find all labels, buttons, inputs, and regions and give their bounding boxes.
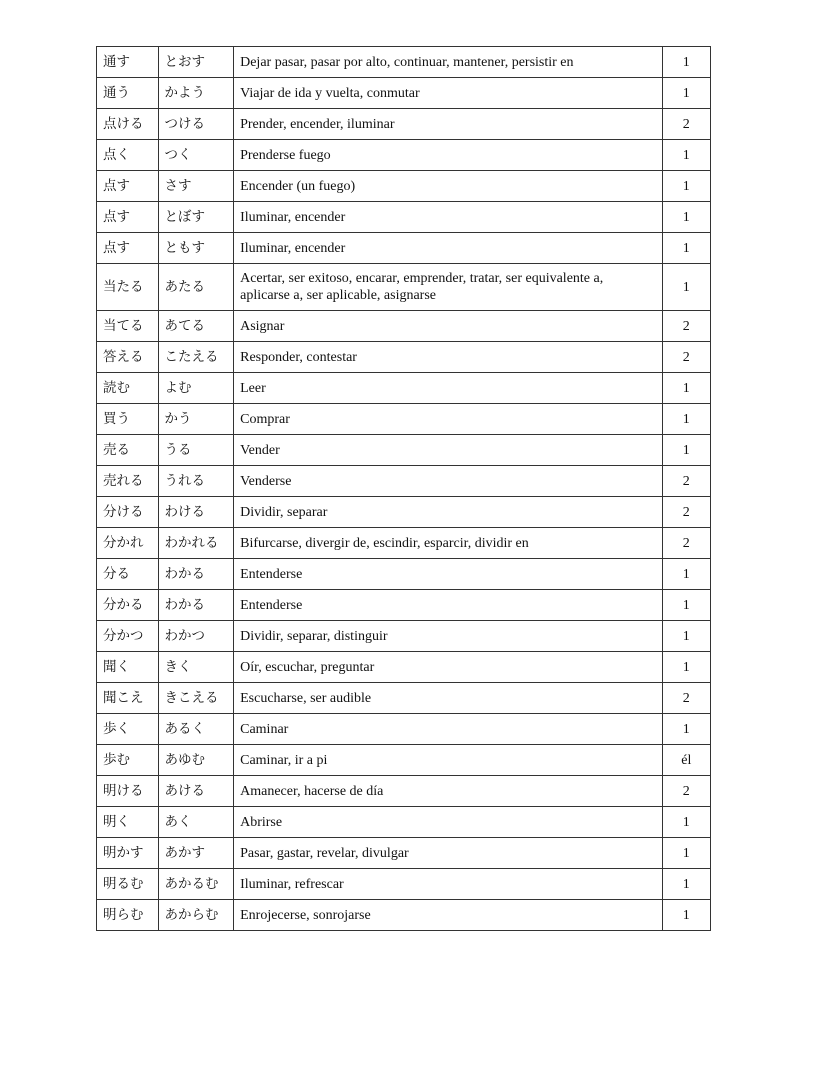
meaning-cell: Iluminar, encender [234,233,662,264]
kana-cell: あゆむ [158,745,234,776]
table-row [97,590,711,621]
table-row [97,202,711,233]
kana-cell: あける [158,776,234,807]
group-cell: 1 [662,202,710,233]
kana-cell: かう [158,404,234,435]
meaning-cell: Comprar [234,404,662,435]
table-row [97,714,711,745]
table-row [97,559,711,590]
kanji-cell: 明く [97,807,159,838]
kanji-cell: 点す [97,233,159,264]
kanji-cell: 売る [97,435,159,466]
group-cell: 2 [662,776,710,807]
kanji-cell: 点す [97,202,159,233]
table-row [97,435,711,466]
vocabulary-table [96,46,711,931]
meaning-cell: Leer [234,373,662,404]
table-row [97,404,711,435]
kanji-cell: 明かす [97,838,159,869]
group-cell: 2 [662,497,710,528]
group-cell: 1 [662,47,710,78]
table-row [97,900,711,931]
table-row [97,621,711,652]
kanji-cell: 点ける [97,109,159,140]
kanji-cell: 売れる [97,466,159,497]
kana-cell: わかる [158,590,234,621]
group-cell: 1 [662,264,710,311]
meaning-cell: Iluminar, encender [234,202,662,233]
kanji-cell: 買う [97,404,159,435]
kanji-cell: 分ける [97,497,159,528]
meaning-cell: Enrojecerse, sonrojarse [234,900,662,931]
kana-cell: きく [158,652,234,683]
kanji-cell: 答える [97,342,159,373]
table-row [97,652,711,683]
table-row [97,683,711,714]
kana-cell: わかれる [158,528,234,559]
group-cell: 1 [662,621,710,652]
group-cell: 1 [662,652,710,683]
kanji-cell: 点く [97,140,159,171]
kanji-cell: 歩む [97,745,159,776]
kana-cell: よむ [158,373,234,404]
kanji-cell: 分かつ [97,621,159,652]
table-row [97,497,711,528]
group-cell: 2 [662,683,710,714]
group-cell: 2 [662,528,710,559]
group-cell: 2 [662,311,710,342]
group-cell: 1 [662,404,710,435]
kana-cell: あたる [158,264,234,311]
meaning-cell: Entenderse [234,590,662,621]
kanji-cell: 明ける [97,776,159,807]
group-cell: 1 [662,78,710,109]
meaning-cell: Encender (un fuego) [234,171,662,202]
group-cell: 1 [662,807,710,838]
kanji-cell: 歩く [97,714,159,745]
group-cell: 1 [662,140,710,171]
kanji-cell: 分る [97,559,159,590]
meaning-cell: Prender, encender, iluminar [234,109,662,140]
group-cell: 1 [662,171,710,202]
kanji-cell: 当てる [97,311,159,342]
meaning-cell: Responder, contestar [234,342,662,373]
table-row [97,109,711,140]
group-cell: 1 [662,435,710,466]
kana-cell: あかるむ [158,869,234,900]
kana-cell: かよう [158,78,234,109]
table-row [97,838,711,869]
group-cell: 1 [662,590,710,621]
table-row [97,78,711,109]
group-cell: 1 [662,373,710,404]
meaning-cell: Bifurcarse, divergir de, escindir, esparcir, dividir en [234,528,662,559]
group-cell: 1 [662,869,710,900]
kanji-cell: 明るむ [97,869,159,900]
table-row [97,264,711,311]
kana-cell: うる [158,435,234,466]
meaning-cell: Oír, escuchar, preguntar [234,652,662,683]
group-cell: 1 [662,233,710,264]
table-row [97,807,711,838]
meaning-cell: Prenderse fuego [234,140,662,171]
kana-cell: あてる [158,311,234,342]
kanji-cell: 聞こえ [97,683,159,714]
meaning-cell: Pasar, gastar, revelar, divulgar [234,838,662,869]
group-cell: 2 [662,466,710,497]
group-cell: él [662,745,710,776]
kana-cell: あかす [158,838,234,869]
table-row [97,140,711,171]
table-row [97,373,711,404]
meaning-cell: Vender [234,435,662,466]
kana-cell: うれる [158,466,234,497]
meaning-cell: Dividir, separar [234,497,662,528]
meaning-cell: Viajar de ida y vuelta, conmutar [234,78,662,109]
meaning-cell: Caminar, ir a pi [234,745,662,776]
kana-cell: こたえる [158,342,234,373]
kanji-cell: 明らむ [97,900,159,931]
meaning-cell: Acertar, ser exitoso, encarar, emprender, tratar, ser equivalente a, aplicarse a, ser aplicable, asignarse [234,264,662,311]
kana-cell: ともす [158,233,234,264]
kanji-cell: 読む [97,373,159,404]
table-row [97,869,711,900]
kana-cell: つける [158,109,234,140]
table-row [97,47,711,78]
table-row [97,171,711,202]
table-row [97,745,711,776]
meaning-cell: Entenderse [234,559,662,590]
kanji-cell: 通う [97,78,159,109]
table-row [97,233,711,264]
group-cell: 1 [662,559,710,590]
meaning-cell: Caminar [234,714,662,745]
kanji-cell: 分かる [97,590,159,621]
meaning-cell: Amanecer, hacerse de día [234,776,662,807]
table-row [97,528,711,559]
meaning-cell: Iluminar, refrescar [234,869,662,900]
kanji-cell: 当たる [97,264,159,311]
kana-cell: とぼす [158,202,234,233]
meaning-cell: Escucharse, ser audible [234,683,662,714]
table-row [97,776,711,807]
meaning-cell: Dejar pasar, pasar por alto, continuar, mantener, persistir en [234,47,662,78]
kana-cell: わける [158,497,234,528]
meaning-cell: Abrirse [234,807,662,838]
meaning-cell: Venderse [234,466,662,497]
group-cell: 2 [662,109,710,140]
meaning-cell: Dividir, separar, distinguir [234,621,662,652]
kanji-cell: 点す [97,171,159,202]
kanji-cell: 分かれ [97,528,159,559]
kanji-cell: 聞く [97,652,159,683]
kana-cell: きこえる [158,683,234,714]
table-row [97,311,711,342]
vocabulary-table-body [97,47,711,931]
group-cell: 2 [662,342,710,373]
kana-cell: あからむ [158,900,234,931]
kana-cell: わかつ [158,621,234,652]
kana-cell: つく [158,140,234,171]
group-cell: 1 [662,838,710,869]
kana-cell: わかる [158,559,234,590]
group-cell: 1 [662,714,710,745]
kana-cell: あるく [158,714,234,745]
kana-cell: あく [158,807,234,838]
meaning-cell: Asignar [234,311,662,342]
table-row [97,342,711,373]
kana-cell: とおす [158,47,234,78]
kanji-cell: 通す [97,47,159,78]
group-cell: 1 [662,900,710,931]
table-row [97,466,711,497]
kana-cell: さす [158,171,234,202]
